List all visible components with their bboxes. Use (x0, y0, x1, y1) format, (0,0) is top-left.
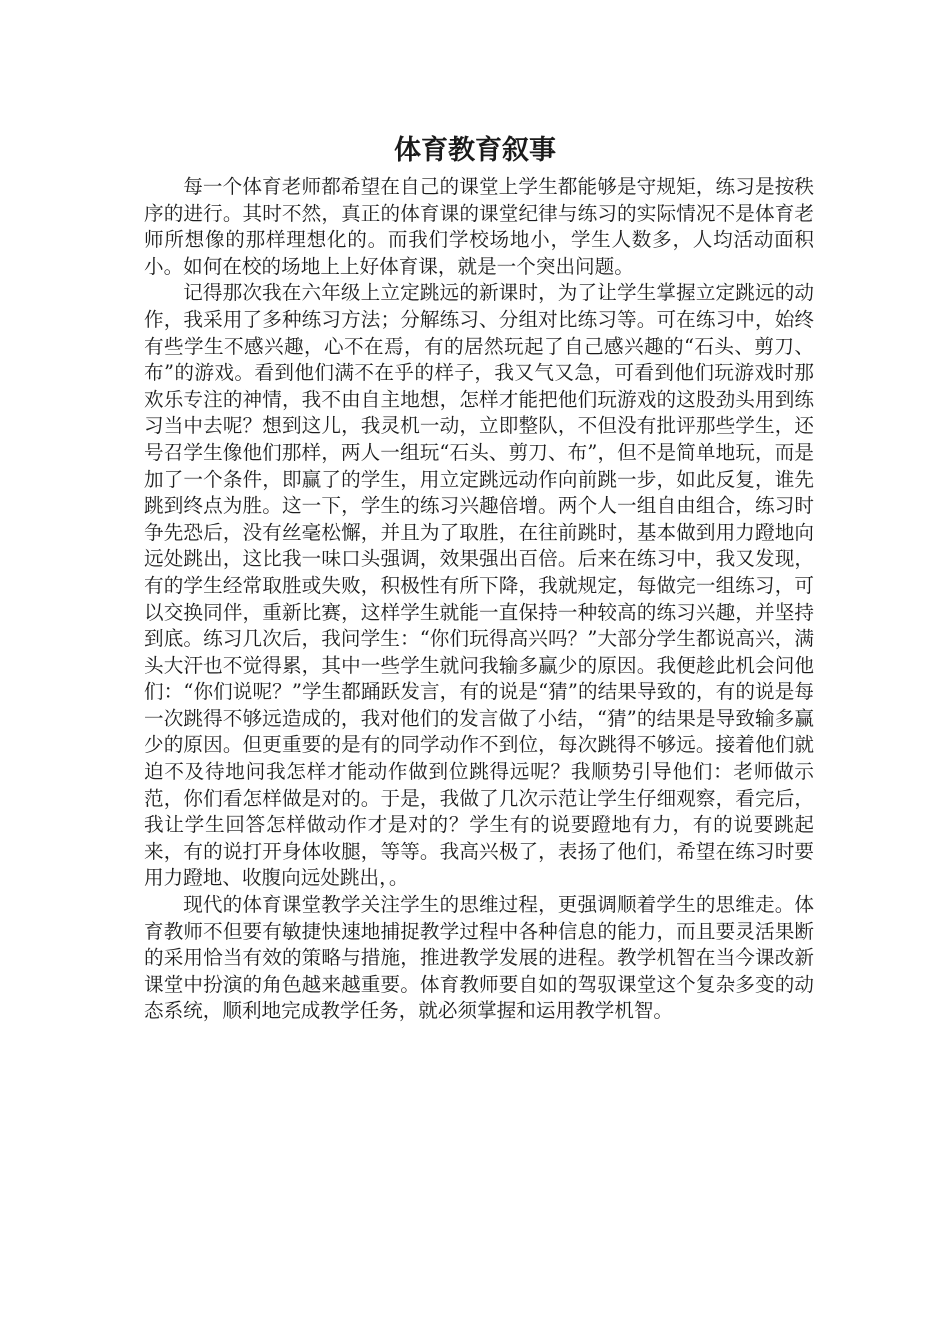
paragraph-conclusion: 现代的体育课堂教学关注学生的思维过程，更强调顺着学生的思维走。体育教师不但要有敏捷快速地捕捉教学过程中各种信息的能力，而且要灵活果断的采用恰当有效的策略与措施，推进教学发展的进程。教学机智在当今课改新课堂中扮演的角色越来越重要。体育教师要自如的驾驭课堂这个复杂多变的动态系统，顺利地完成教学任务，就必须掌握和运用教学机智。 (144, 893, 814, 1023)
paragraph-story: 记得那次我在六年级上立定跳远的新课时，为了让学生掌握立定跳远的动作，我采用了多种练习方法；分解练习、分组对比练习等。可在练习中，始终有些学生不感兴趣，心不在焉，有的居然玩起了自己感兴趣的“石头、剪刀、布”的游戏。看到他们满不在乎的样子，我又气又急，可看到他们玩游戏时那欢乐专注的神情，我不由自主地想，怎样才能把他们玩游戏的这股劲头用到练习当中去呢？想到这儿，我灵机一动，立即整队，不但没有批评那些学生，还号召学生像他们那样，两人一组玩“石头、剪刀、布”，但不是简单地玩，而是加了一个条件，即赢了的学生，用立定跳远动作向前跳一步，如此反复，谁先跳到终点为胜。这一下，学生的练习兴趣倍增。两个人一组自由组合，练习时争先恐后，没有丝毫松懈，并且为了取胜，在往前跳时，基本做到用力蹬地向远处跳出，这比我一味口头强调，效果强出百倍。后来在练习中，我又发现，有的学生经常取胜或失败，积极性有所下降，我就规定，每做完一组练习，可以交换同伴，重新比赛，这样学生就能一直保持一种较高的练习兴趣，并坚持到底。练习几次后，我问学生：“你们玩得高兴吗？”大部分学生都说高兴，满头大汗也不觉得累，其中一些学生就问我输多赢少的原因。我便趁此机会问他们：“你们说呢？”学生都踊跃发言，有的说是“猜”的结果导致的，有的说是每一次跳得不够远造成的，我对他们的发言做了小结，“猜”的结果是导致输多赢少的原因。但更重要的是有的同学动作不到位，每次跳得不够远。接着他们就迫不及待地问我怎样才能动作做到位跳得远呢？我顺势引导他们：老师做示范，你们看怎样做是对的。于是，我做了几次示范让学生仔细观察，看完后，我让学生回答怎样做动作才是对的？学生有的说要蹬地有力，有的说要跳起来，有的说打开身体收腿，等等。我高兴极了，表扬了他们，希望在练习时要用力蹬地、收腹向远处跳出，。 (144, 281, 814, 890)
document-title: 体育教育叙事 (394, 135, 556, 166)
document-body (144, 174, 814, 1025)
paragraph-intro: 每一个体育老师都希望在自己的课堂上学生都能够是守规矩，练习是按秩序的进行。其时不然，真正的体育课的课堂纪律与练习的实际情况不是体育老师所想像的那样理想化的。而我们学校场地小，学生人数多，人均活动面积小。如何在校的场地上上好体育课，就是一个突出问题。 (144, 175, 814, 278)
